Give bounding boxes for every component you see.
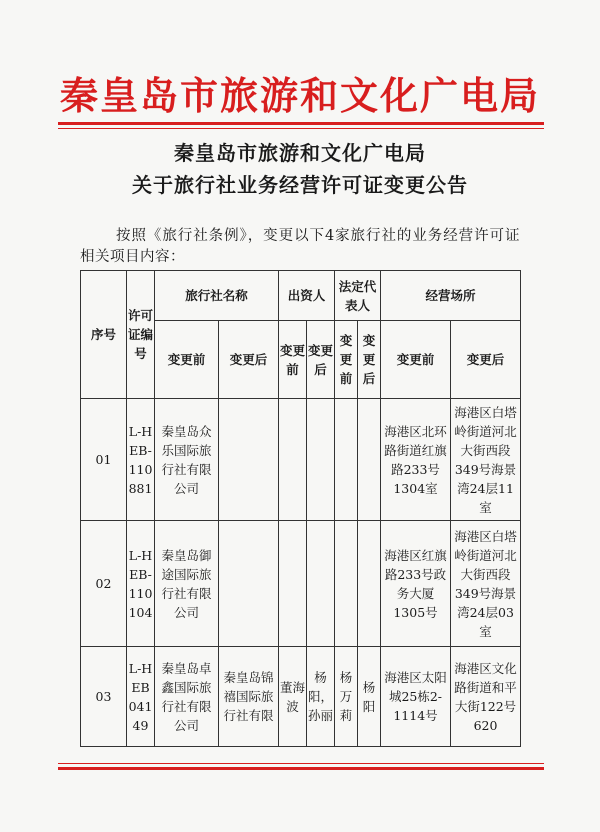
header-agency-name: 旅行社名称 <box>155 271 279 321</box>
table-row <box>81 647 521 747</box>
row-name-before: 秦皇岛卓鑫国际旅行社有限公司 <box>155 647 219 747</box>
row-license: L-HEB-110881 <box>127 399 155 521</box>
doc-title-line1: 秦皇岛市旅游和文化广电局 <box>174 141 426 165</box>
row-investor-after <box>307 399 335 521</box>
row-investor-after <box>307 521 335 647</box>
row-seq: 01 <box>81 399 127 521</box>
header-premises-before: 变更前 <box>381 321 451 399</box>
footer-rule-thin <box>58 763 544 764</box>
row-seq: 02 <box>81 521 127 647</box>
row-license: L-HEB-110104 <box>127 521 155 647</box>
row-rep-after: 杨阳 <box>358 647 381 747</box>
row-name-after <box>219 399 279 521</box>
header-premises: 经营场所 <box>381 271 521 321</box>
row-rep-after <box>358 399 381 521</box>
row-premises-before: 海港区太阳城25栋2-1114号 <box>381 647 451 747</box>
header-investor: 出资人 <box>279 271 335 321</box>
row-rep-before <box>335 399 358 521</box>
header-license-no: 许可证编号 <box>127 271 155 399</box>
table-row <box>81 399 521 521</box>
header-seq: 序号 <box>81 271 127 399</box>
header-rep-before: 变更前 <box>335 321 358 399</box>
row-name-after <box>219 521 279 647</box>
row-rep-before <box>335 521 358 647</box>
intro-paragraph: 按照《旅行社条例》，变更以下4家旅行社的业务经营许可证相关项目内容： <box>80 228 520 265</box>
header-name-before: 变更前 <box>155 321 219 399</box>
row-name-after: 秦皇岛锦禧国际旅行社有限 <box>219 647 279 747</box>
row-rep-after <box>358 521 381 647</box>
row-investor-before: 董海波 <box>279 647 307 747</box>
row-premises-after: 海港区白塔岭街道河北大街西段349号海景湾24层03室 <box>451 521 521 647</box>
row-premises-before: 海港区红旗路233号政务大厦1305号 <box>381 521 451 647</box>
row-investor-before <box>279 521 307 647</box>
masthead-title: 秦皇岛市旅游和文化广电局 <box>59 73 540 118</box>
header-legal-rep: 法定代表人 <box>335 271 381 321</box>
row-seq: 03 <box>81 647 127 747</box>
row-investor-after: 杨阳，孙丽 <box>307 647 335 747</box>
table-row <box>81 521 521 647</box>
header-name-after: 变更后 <box>219 321 279 399</box>
row-license: L-HEB04149 <box>127 647 155 747</box>
row-premises-after: 海港区文化路街道和平大街122号620 <box>451 647 521 747</box>
row-premises-before: 海港区北环路街道红旗路233号1304室 <box>381 399 451 521</box>
header-rep-after: 变更后 <box>358 321 381 399</box>
header-investor-before: 变更前 <box>279 321 307 399</box>
footer-rule-thick <box>58 767 544 770</box>
header-rule-thin <box>58 128 544 129</box>
row-investor-before <box>279 399 307 521</box>
row-name-before: 秦皇岛众乐国际旅行社有限公司 <box>155 399 219 521</box>
row-name-before: 秦皇岛御途国际旅行社有限公司 <box>155 521 219 647</box>
header-premises-after: 变更后 <box>451 321 521 399</box>
change-table <box>80 270 521 747</box>
header-investor-after: 变更后 <box>307 321 335 399</box>
row-premises-after: 海港区白塔岭街道河北大街西段349号海景湾24层11室 <box>451 399 521 521</box>
header-rule-thick <box>58 122 544 125</box>
doc-title-line2: 关于旅行社业务经营许可证变更公告 <box>132 173 468 197</box>
row-rep-before: 杨万莉 <box>335 647 358 747</box>
